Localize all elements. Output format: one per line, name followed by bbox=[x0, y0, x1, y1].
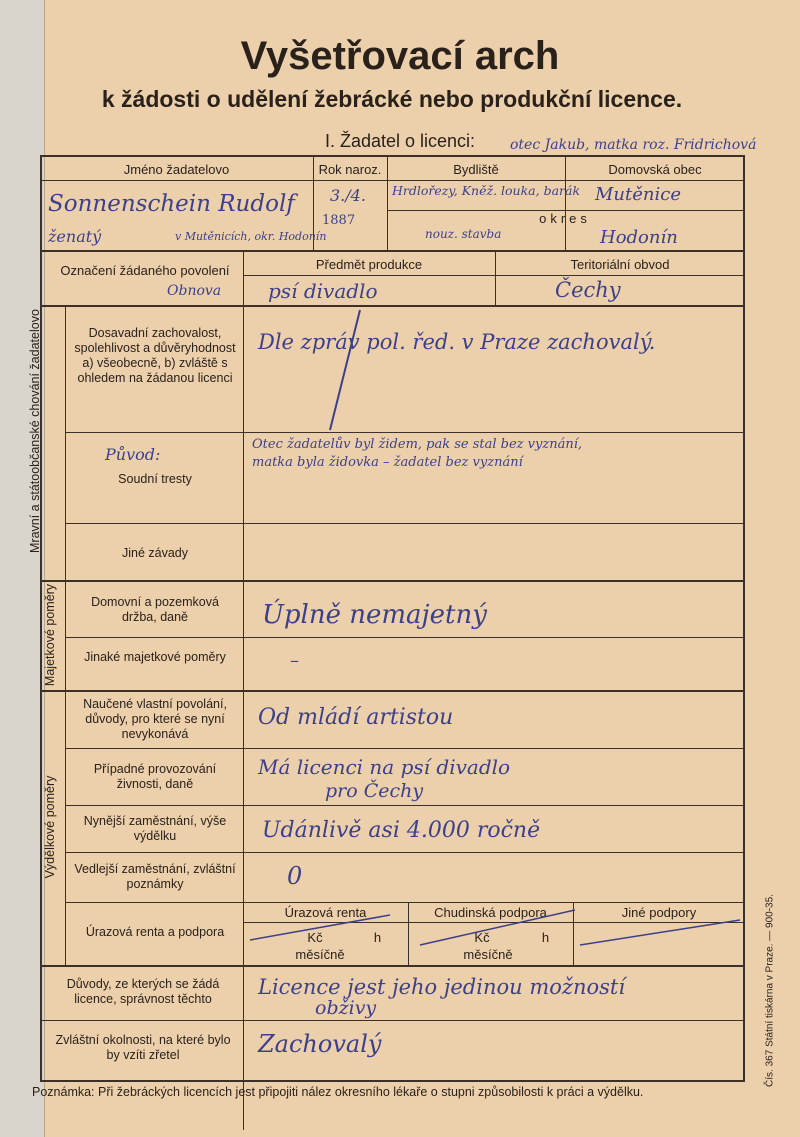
group-property: Majetkové poměry bbox=[43, 583, 57, 687]
group-earnings: Výdělkové poměry bbox=[43, 775, 57, 879]
hw-employment: Udánlivě asi 4.000 ročně bbox=[262, 818, 541, 843]
trade-label: Naučené vlastní povolání, důvody, pro které se nyní nevykonává bbox=[83, 697, 227, 741]
territory-label: Teritoriální obvod bbox=[570, 257, 670, 272]
accident-header: Úrazová renta bbox=[284, 905, 367, 920]
subject-label: Předmět produkce bbox=[315, 257, 423, 272]
hw-birth-year: 1887 bbox=[322, 213, 356, 228]
form-subtitle: k žádosti o udělení žebrácké nebo produkční licence. bbox=[101, 86, 683, 112]
printer-mark: Čís. 367 Státní tiskárna v Praze. — 900-35. bbox=[764, 894, 776, 1087]
h-label: h bbox=[373, 930, 382, 945]
other-defects-label: Jiné závady bbox=[121, 546, 188, 560]
other-property-label: Jinaké majetkové poměry bbox=[84, 650, 226, 664]
monthly-label: měsíčně bbox=[295, 947, 345, 962]
hw-residence2: nouz. stavba bbox=[425, 227, 502, 241]
col-district: okres bbox=[539, 211, 591, 226]
col-residence: Bydliště bbox=[453, 162, 499, 177]
hw-born-in: v Mutěnicích, okr. Hodonín bbox=[175, 230, 327, 243]
conduct-label: Dosavadní zachovalost, spolehlivost a důvěryhodnost a) všeobecně, b) zvláště s ohledem na žádanou licenci bbox=[74, 326, 236, 385]
permit-label: Označení žádaného povolení bbox=[60, 263, 230, 278]
hw-permit: Obnova bbox=[167, 283, 222, 299]
pension-label: Úrazová renta a podpora bbox=[85, 925, 225, 939]
kc-label: Kč bbox=[474, 930, 490, 945]
hw-business2: pro Čechy bbox=[325, 780, 424, 802]
reasons-label: Důvody, ze kterých se žádá licence, správnost těchto bbox=[66, 977, 220, 1006]
hw-status: ženatý bbox=[48, 227, 102, 246]
col-name: Jméno žadatelovo bbox=[123, 162, 230, 177]
hw-origin2: matka byla židovka – žadatel bez vyznání bbox=[252, 455, 523, 470]
hw-reasons: Licence jest jeho jedinou možností bbox=[258, 975, 626, 999]
col-year: Rok naroz. bbox=[318, 162, 382, 177]
hw-origin-label: Původ: bbox=[105, 445, 161, 464]
group-moral: Mravní a státoobčanské chování žadatelovo bbox=[28, 309, 42, 553]
employment-label: Nynější zaměstnání, výše výdělku bbox=[83, 814, 227, 843]
hw-territory: Čechy bbox=[555, 278, 621, 302]
hw-property: Úplně nemajetný bbox=[262, 600, 487, 630]
section-title: I. Žadatel o licenci: bbox=[324, 131, 476, 151]
hw-other-property: – bbox=[290, 650, 299, 671]
hw-side: 0 bbox=[287, 862, 303, 890]
col-home: Domovská obec bbox=[608, 162, 702, 177]
penalties-label: Soudní tresty bbox=[118, 472, 192, 486]
hw-origin: Otec žadatelův byl židem, pak se stal bez vyznání, bbox=[252, 437, 582, 452]
hw-business: Má licenci na psí divadlo bbox=[258, 755, 511, 779]
house-label: Domovní a pozemková držba, daně bbox=[91, 595, 219, 624]
hw-reasons2: obživy bbox=[315, 997, 377, 1019]
footnote: Poznámka: Při žebráckých licencích jest připojiti nález okresního lékaře o stupni způsobilosti k práci a výdělku. bbox=[32, 1085, 644, 1099]
special-label: Zvláštní okolnosti, na které bylo by vzíti zřetel bbox=[55, 1033, 231, 1062]
hw-birth-day: 3./4. bbox=[330, 186, 366, 205]
other-support-header: Jiné podpory bbox=[621, 905, 697, 920]
form-title: Vyšetřovací arch bbox=[240, 34, 560, 78]
hw-parents: otec Jakub, matka roz. Fridrichová bbox=[510, 137, 757, 153]
hw-district: Hodonín bbox=[600, 227, 678, 248]
business-label: Případné provozování živnosti, daně bbox=[93, 762, 217, 791]
monthly-label: měsíčně bbox=[463, 947, 513, 962]
hw-name: Sonnenschein Rudolf bbox=[48, 191, 295, 217]
poor-header: Chudinská podpora bbox=[434, 905, 547, 920]
hw-conduct: Dle zpráv pol. řed. v Praze zachovalý. bbox=[258, 330, 656, 354]
kc-label: Kč bbox=[307, 930, 323, 945]
side-job-label: Vedlejší zaměstnání, zvláštní poznámky bbox=[74, 862, 236, 891]
hw-trade: Od mládí artistou bbox=[258, 705, 454, 730]
hw-subject: psí divadlo bbox=[268, 279, 378, 303]
hw-special: Zachovalý bbox=[258, 1030, 382, 1058]
hw-home: Mutěnice bbox=[595, 184, 681, 205]
h-label: h bbox=[541, 930, 550, 945]
hw-residence: Hrdlořezy, Kněž. louka, barák bbox=[392, 183, 581, 198]
